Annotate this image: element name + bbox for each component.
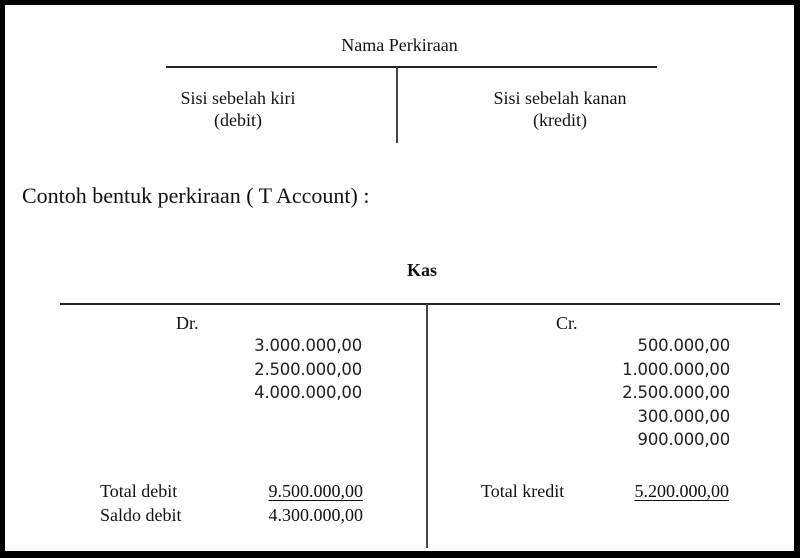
right-side-subtitle: (kredit) <box>533 110 587 130</box>
credit-column-label: Cr. <box>556 313 578 333</box>
total-debit-value: 9.500.000,00 <box>268 481 363 501</box>
credit-entry: 300.000,00 <box>637 406 730 426</box>
right-side-title: Sisi sebelah kanan <box>493 88 627 108</box>
left-side-title: Sisi sebelah kiri <box>180 88 296 108</box>
debit-entry: 3.000.000,00 <box>254 336 362 355</box>
left-side-subtitle: (debit) <box>214 110 262 130</box>
t-account-vertical-line <box>426 304 428 548</box>
t-diagram-horizontal-line <box>166 66 657 68</box>
t-account-horizontal-line <box>60 303 780 305</box>
credit-entry: 500.000,00 <box>637 336 730 355</box>
left-side-label <box>163 87 313 131</box>
right-side-label <box>475 87 645 131</box>
debit-entries <box>205 334 362 405</box>
debit-entry: 2.500.000,00 <box>254 359 362 379</box>
debit-entry: 4.000.000,00 <box>254 383 362 402</box>
debit-column-label: Dr. <box>176 313 199 333</box>
credit-entry: 900.000,00 <box>637 430 730 449</box>
account-name-label: Nama Perkiraan <box>341 35 458 55</box>
total-debit-label: Total debit <box>100 481 178 501</box>
t-account-title: Kas <box>406 260 437 280</box>
t-diagram-vertical-line <box>396 67 398 143</box>
example-heading: Contoh bentuk perkiraan ( T Account) : <box>22 183 370 208</box>
total-credit-label: Total kredit <box>481 481 565 501</box>
credit-entries <box>575 334 730 452</box>
credit-entry: 1.000.000,00 <box>622 359 730 379</box>
balance-debit-value: 4.300.000,00 <box>268 505 363 525</box>
balance-debit-label: Saldo debit <box>100 505 182 525</box>
credit-entry: 2.500.000,00 <box>622 383 730 402</box>
total-credit-value: 5.200.000,00 <box>634 481 729 501</box>
document-page <box>5 5 794 551</box>
